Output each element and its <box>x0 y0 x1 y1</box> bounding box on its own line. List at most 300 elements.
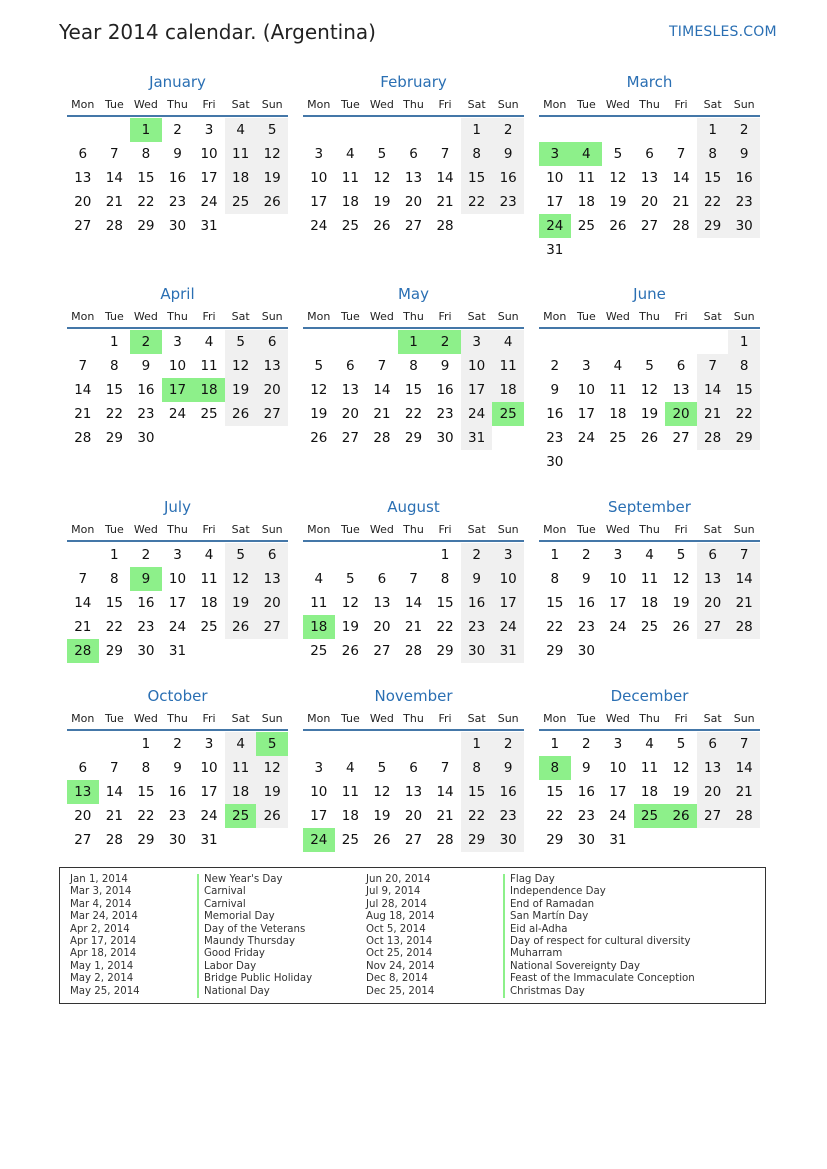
site-link[interactable]: TIMESLES.COM <box>669 24 777 40</box>
weekday-label: Fri <box>438 712 452 725</box>
day-cell: 24 <box>168 406 187 422</box>
day-cell: 8 <box>728 354 760 378</box>
day-cell: 24 <box>609 619 627 635</box>
weekday-label: Fri <box>674 712 688 725</box>
day-cell: 17 <box>461 378 493 402</box>
holiday-day-cell: 18 <box>303 615 335 639</box>
day-cell: 3 <box>173 334 182 350</box>
day-cell: 4 <box>346 760 355 776</box>
day-cell: 5 <box>645 358 654 374</box>
day-cell: 22 <box>728 402 760 426</box>
day-cell: 21 <box>697 402 729 426</box>
holiday-day-cell: 1 <box>130 118 162 142</box>
day-cell: 12 <box>373 784 391 800</box>
day-cell: 3 <box>613 736 623 752</box>
day-cell: 30 <box>546 454 564 470</box>
day-cell: 16 <box>168 170 187 186</box>
day-cell: 13 <box>697 756 729 780</box>
weekday-label: Tue <box>576 310 596 323</box>
day-cell: 24 <box>461 402 493 426</box>
day-cell: 10 <box>461 354 493 378</box>
day-cell: 6 <box>256 330 288 354</box>
holiday-day-cell: 5 <box>256 732 288 756</box>
day-cell: 26 <box>672 619 690 635</box>
day-cell: 31 <box>492 639 524 663</box>
legend-date: Jul 28, 2014 <box>366 898 427 910</box>
legend-holiday-name: Flag Day <box>503 874 555 886</box>
legend-date: Apr 17, 2014 <box>70 936 137 947</box>
day-cell: 26 <box>373 218 391 234</box>
holiday-day-cell: 3 <box>539 142 571 166</box>
month-may <box>303 285 524 485</box>
weekday-label: Wed <box>369 523 394 536</box>
weekday-label: Fri <box>438 98 452 111</box>
day-cell: 16 <box>461 591 493 615</box>
weekday-label: Mon <box>71 523 95 536</box>
day-cell: 10 <box>310 170 328 186</box>
day-cell: 31 <box>200 832 218 848</box>
month-september <box>539 498 760 698</box>
weekday-label: Thu <box>403 310 424 323</box>
day-cell: 14 <box>728 756 760 780</box>
month-header-rule <box>303 327 524 329</box>
weekday-label: Sun <box>261 712 283 725</box>
weekday-label: Thu <box>639 310 660 323</box>
weekday-label: Thu <box>639 98 660 111</box>
weekday-label: Thu <box>167 98 188 111</box>
day-cell: 12 <box>373 170 391 186</box>
day-cell: 10 <box>609 760 627 776</box>
day-cell: 18 <box>341 808 359 824</box>
legend-date: May 2, 2014 <box>70 973 134 985</box>
legend-holiday-name: Carnival <box>197 886 246 898</box>
day-cell: 1 <box>550 547 560 563</box>
weekday-label: Mon <box>71 712 95 725</box>
day-cell: 13 <box>640 170 659 186</box>
holiday-day-cell: 26 <box>665 804 697 828</box>
day-cell: 19 <box>373 194 391 210</box>
day-cell: 11 <box>341 784 359 800</box>
day-cell: 27 <box>74 218 92 234</box>
day-cell: 15 <box>728 378 760 402</box>
day-cell: 7 <box>440 146 450 162</box>
weekday-label: Mon <box>543 712 567 725</box>
weekday-label: Sun <box>261 310 283 323</box>
day-cell: 9 <box>461 567 493 591</box>
day-cell: 17 <box>310 808 328 824</box>
day-cell: 30 <box>168 832 187 848</box>
day-cell: 3 <box>492 543 524 567</box>
weekday-label: Tue <box>340 523 360 536</box>
legend-date: Jan 1, 2014 <box>70 874 128 885</box>
weekday-label: Thu <box>167 523 188 536</box>
day-cell: 21 <box>74 406 92 422</box>
day-cell: 16 <box>436 382 454 398</box>
day-cell: 26 <box>256 190 288 214</box>
weekday-label: Sat <box>231 310 250 323</box>
day-cell: 15 <box>404 382 423 398</box>
day-cell: 8 <box>141 760 151 776</box>
day-cell: 15 <box>105 382 123 398</box>
day-cell: 3 <box>314 146 324 162</box>
weekday-label: Fri <box>674 310 688 323</box>
day-cell: 16 <box>728 166 760 190</box>
weekday-label: Sat <box>467 98 486 111</box>
day-cell: 14 <box>728 567 760 591</box>
month-header-rule <box>539 540 760 542</box>
holiday-day-cell: 13 <box>67 780 99 804</box>
day-cell: 27 <box>672 430 690 446</box>
day-cell: 6 <box>676 358 686 374</box>
legend-holiday-name: Carnival <box>197 899 246 911</box>
day-cell: 28 <box>373 430 391 446</box>
day-cell: 1 <box>110 547 119 563</box>
legend-date: Mar 4, 2014 <box>70 898 132 910</box>
holiday-day-cell: 25 <box>225 804 257 828</box>
day-cell: 4 <box>346 146 355 162</box>
page-title: Year 2014 calendar. (Argentina) <box>59 20 376 44</box>
day-cell: 27 <box>256 402 288 426</box>
day-cell: 25 <box>341 218 359 234</box>
day-cell: 11 <box>640 571 659 587</box>
day-cell: 3 <box>204 736 214 752</box>
day-cell: 21 <box>105 808 123 824</box>
day-cell: 16 <box>577 595 595 611</box>
day-cell: 8 <box>409 358 418 374</box>
weekday-label: Wed <box>605 712 630 725</box>
day-cell: 23 <box>436 406 454 422</box>
weekday-label: Tue <box>104 712 124 725</box>
day-cell: 20 <box>697 780 729 804</box>
day-cell: 29 <box>137 832 155 848</box>
day-cell: 19 <box>373 808 391 824</box>
day-cell: 19 <box>672 595 690 611</box>
day-cell: 11 <box>492 354 524 378</box>
day-cell: 22 <box>697 190 729 214</box>
month-header-rule <box>67 729 288 731</box>
day-cell: 27 <box>404 218 423 234</box>
day-cell: 4 <box>225 118 257 142</box>
day-cell: 14 <box>672 170 690 186</box>
day-cell: 7 <box>409 571 418 587</box>
weekday-label: Sat <box>467 310 486 323</box>
day-cell: 2 <box>728 118 760 142</box>
day-cell: 28 <box>672 218 690 234</box>
month-march <box>539 73 760 273</box>
day-cell: 29 <box>436 643 454 659</box>
day-cell: 20 <box>74 194 92 210</box>
legend-holiday-name: Good Friday <box>197 948 265 960</box>
day-cell: 23 <box>492 804 524 828</box>
day-cell: 17 <box>546 194 564 210</box>
day-cell: 10 <box>200 146 218 162</box>
day-cell: 1 <box>440 547 450 563</box>
day-cell: 14 <box>404 595 423 611</box>
day-cell: 23 <box>168 194 187 210</box>
day-cell: 17 <box>310 194 328 210</box>
day-cell: 26 <box>225 615 257 639</box>
day-cell: 27 <box>697 615 729 639</box>
month-august <box>303 498 524 698</box>
month-february <box>303 73 524 273</box>
legend-holiday-name: Muharram <box>503 948 562 960</box>
day-cell: 5 <box>377 760 387 776</box>
month-december <box>539 687 760 887</box>
day-cell: 15 <box>436 595 454 611</box>
day-cell: 18 <box>609 406 627 422</box>
weekday-label: Fri <box>438 310 452 323</box>
day-cell: 1 <box>461 118 493 142</box>
day-cell: 12 <box>672 760 690 776</box>
day-cell: 29 <box>105 430 123 446</box>
weekday-label: Thu <box>639 523 660 536</box>
weekday-label: Sat <box>231 712 250 725</box>
day-cell: 11 <box>225 756 257 780</box>
day-cell: 18 <box>640 595 659 611</box>
day-cell: 7 <box>110 760 119 776</box>
day-cell: 26 <box>373 832 391 848</box>
day-cell: 12 <box>256 756 288 780</box>
day-cell: 30 <box>461 639 493 663</box>
day-cell: 19 <box>341 619 359 635</box>
day-cell: 13 <box>256 354 288 378</box>
day-cell: 30 <box>137 643 155 659</box>
legend-date: Dec 25, 2014 <box>366 985 435 997</box>
day-cell: 20 <box>256 591 288 615</box>
weekday-label: Fri <box>674 98 688 111</box>
weekday-label: Sat <box>467 523 486 536</box>
weekday-label: Mon <box>71 310 95 323</box>
day-cell: 3 <box>173 547 182 563</box>
day-cell: 13 <box>404 170 423 186</box>
day-cell: 15 <box>546 595 564 611</box>
day-cell: 22 <box>137 808 155 824</box>
day-cell: 1 <box>697 118 729 142</box>
day-cell: 10 <box>200 760 218 776</box>
month-name: June <box>633 285 666 303</box>
day-cell: 20 <box>404 194 423 210</box>
day-cell: 5 <box>377 146 387 162</box>
day-cell: 5 <box>225 330 257 354</box>
day-cell: 21 <box>373 406 391 422</box>
day-cell: 7 <box>440 760 450 776</box>
day-cell: 26 <box>225 402 257 426</box>
day-cell: 25 <box>200 619 218 635</box>
month-header-rule <box>303 115 524 117</box>
weekday-label: Thu <box>403 523 424 536</box>
day-cell: 27 <box>404 832 423 848</box>
day-cell: 23 <box>137 406 155 422</box>
day-cell: 19 <box>640 406 659 422</box>
day-cell: 10 <box>310 784 328 800</box>
day-cell: 22 <box>105 406 123 422</box>
day-cell: 1 <box>141 736 151 752</box>
day-cell: 31 <box>546 242 564 258</box>
legend-date: Nov 24, 2014 <box>366 960 435 972</box>
day-cell: 24 <box>168 619 187 635</box>
month-name: April <box>160 285 195 303</box>
day-cell: 6 <box>78 760 88 776</box>
day-cell: 21 <box>728 780 760 804</box>
day-cell: 23 <box>137 619 155 635</box>
day-cell: 5 <box>314 358 324 374</box>
day-cell: 22 <box>546 808 564 824</box>
day-cell: 14 <box>74 595 92 611</box>
day-cell: 12 <box>225 567 257 591</box>
day-cell: 28 <box>436 832 454 848</box>
day-cell: 29 <box>728 426 760 450</box>
day-cell: 18 <box>640 784 659 800</box>
legend-date: Jun 20, 2014 <box>366 874 431 885</box>
day-cell: 19 <box>310 406 328 422</box>
day-cell: 13 <box>341 382 359 398</box>
weekday-label: Sat <box>231 98 250 111</box>
legend-holiday-name: Bridge Public Holiday <box>197 973 312 985</box>
day-cell: 31 <box>461 426 493 450</box>
day-cell: 15 <box>105 595 123 611</box>
day-cell: 10 <box>168 358 187 374</box>
legend-date: Oct 5, 2014 <box>366 923 426 935</box>
day-cell: 6 <box>256 543 288 567</box>
day-cell: 3 <box>461 330 493 354</box>
weekday-label: Tue <box>576 523 596 536</box>
day-cell: 21 <box>74 619 92 635</box>
day-cell: 30 <box>168 218 187 234</box>
day-cell: 16 <box>492 166 524 190</box>
day-cell: 14 <box>105 170 123 186</box>
month-header-rule <box>67 327 288 329</box>
day-cell: 25 <box>609 430 627 446</box>
day-cell: 16 <box>577 784 595 800</box>
weekday-label: Fri <box>202 98 216 111</box>
weekday-label: Mon <box>543 98 567 111</box>
day-cell: 1 <box>550 736 560 752</box>
weekday-label: Thu <box>167 310 188 323</box>
day-cell: 21 <box>728 591 760 615</box>
weekday-label: Tue <box>104 98 124 111</box>
day-cell: 8 <box>461 756 493 780</box>
day-cell: 9 <box>173 146 182 162</box>
day-cell: 30 <box>492 828 524 852</box>
day-cell: 17 <box>200 784 218 800</box>
month-header-rule <box>67 540 288 542</box>
holiday-day-cell: 17 <box>162 378 194 402</box>
day-cell: 21 <box>404 619 423 635</box>
day-cell: 11 <box>225 142 257 166</box>
day-cell: 6 <box>645 146 654 162</box>
day-cell: 6 <box>346 358 355 374</box>
weekday-label: Sat <box>467 712 486 725</box>
day-cell: 5 <box>676 547 686 563</box>
weekday-label: Thu <box>403 712 424 725</box>
day-cell: 21 <box>436 808 454 824</box>
weekday-label: Wed <box>133 98 158 111</box>
day-cell: 21 <box>672 194 690 210</box>
day-cell: 14 <box>373 382 391 398</box>
day-cell: 25 <box>225 190 257 214</box>
day-cell: 19 <box>609 194 627 210</box>
weekday-label: Mon <box>543 523 567 536</box>
day-cell: 12 <box>341 595 359 611</box>
month-name: March <box>626 73 673 91</box>
weekday-label: Wed <box>605 310 630 323</box>
day-cell: 17 <box>492 591 524 615</box>
day-cell: 31 <box>168 643 187 659</box>
day-cell: 30 <box>436 430 454 446</box>
legend-date: Apr 2, 2014 <box>70 923 130 935</box>
holiday-day-cell: 2 <box>429 330 461 354</box>
holiday-day-cell: 28 <box>67 639 99 663</box>
weekday-label: Sat <box>703 310 722 323</box>
day-cell: 7 <box>728 543 760 567</box>
day-cell: 12 <box>609 170 627 186</box>
day-cell: 27 <box>74 832 92 848</box>
day-cell: 19 <box>256 780 288 804</box>
day-cell: 18 <box>200 595 218 611</box>
day-cell: 4 <box>225 732 257 756</box>
day-cell: 28 <box>697 426 729 450</box>
weekday-label: Sun <box>733 523 755 536</box>
legend-holiday-name: Labor Day <box>197 961 256 973</box>
weekday-label: Fri <box>202 310 216 323</box>
month-name: August <box>387 498 440 516</box>
day-cell: 8 <box>110 571 119 587</box>
legend-date: Aug 18, 2014 <box>366 911 435 923</box>
day-cell: 28 <box>74 430 92 446</box>
day-cell: 5 <box>346 571 355 587</box>
day-cell: 23 <box>577 808 595 824</box>
day-cell: 14 <box>74 382 92 398</box>
day-cell: 29 <box>546 643 564 659</box>
day-cell: 17 <box>609 595 627 611</box>
day-cell: 15 <box>137 784 155 800</box>
day-cell: 6 <box>409 146 418 162</box>
weekday-label: Sun <box>733 98 755 111</box>
day-cell: 18 <box>341 194 359 210</box>
day-cell: 27 <box>256 615 288 639</box>
month-july <box>67 498 288 698</box>
weekday-label: Mon <box>307 712 331 725</box>
weekday-label: Fri <box>438 523 452 536</box>
day-cell: 17 <box>200 170 218 186</box>
day-cell: 7 <box>110 146 119 162</box>
day-cell: 11 <box>200 571 218 587</box>
day-cell: 5 <box>676 736 686 752</box>
day-cell: 25 <box>310 643 328 659</box>
day-cell: 15 <box>461 780 493 804</box>
month-october <box>67 687 288 887</box>
day-cell: 26 <box>256 804 288 828</box>
day-cell: 9 <box>582 760 591 776</box>
day-cell: 4 <box>645 736 654 752</box>
month-name: October <box>147 687 208 705</box>
weekday-label: Sun <box>497 712 519 725</box>
month-header-rule <box>303 729 524 731</box>
day-cell: 22 <box>436 619 454 635</box>
month-june <box>539 285 760 485</box>
day-cell: 5 <box>256 118 288 142</box>
day-cell: 22 <box>461 804 493 828</box>
day-cell: 3 <box>314 760 324 776</box>
day-cell: 25 <box>200 406 218 422</box>
day-cell: 7 <box>728 732 760 756</box>
day-cell: 19 <box>672 784 690 800</box>
month-header-rule <box>539 327 760 329</box>
weekday-label: Fri <box>202 712 216 725</box>
day-cell: 11 <box>310 595 328 611</box>
day-cell: 20 <box>74 808 92 824</box>
day-cell: 13 <box>373 595 391 611</box>
